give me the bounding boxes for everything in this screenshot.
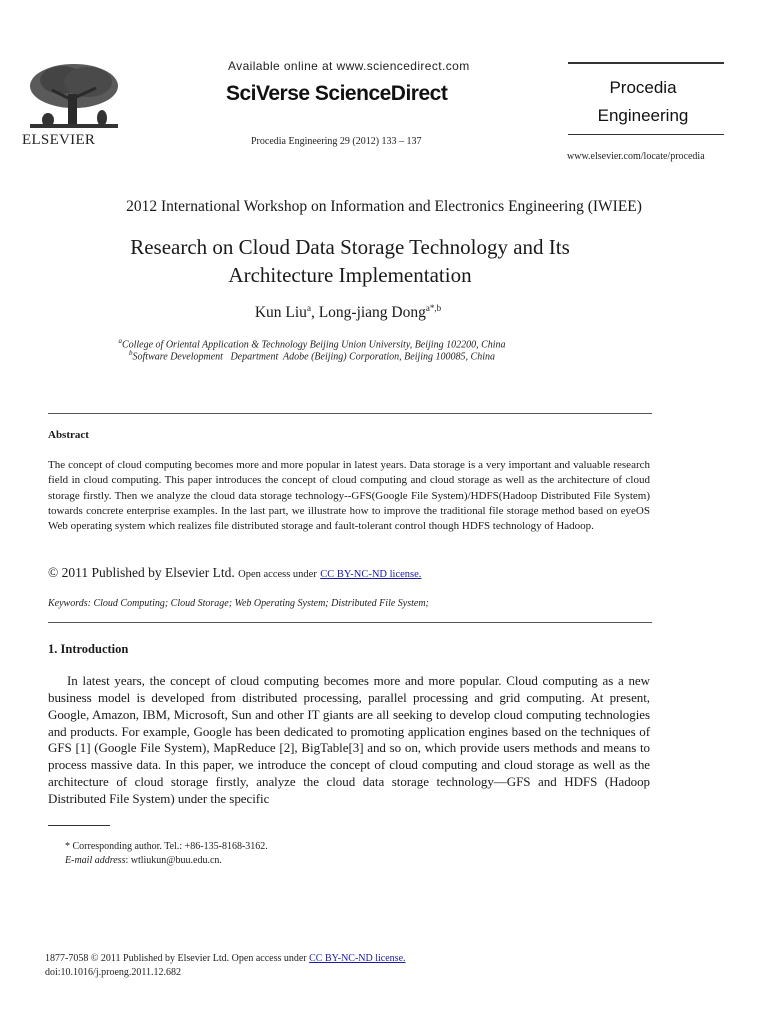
platform-logo-text: SciVerse ScienceDirect [226, 82, 448, 105]
publication-notice [48, 565, 421, 581]
affiliation-mark: a [118, 337, 122, 345]
journal-name-line2: Engineering [597, 106, 689, 125]
abstract-heading: Abstract [48, 429, 89, 441]
footnote-rule [48, 825, 110, 826]
affiliation-text: Software Development Department Adobe (Beijing) Corporation, Beijing 100085, China [132, 351, 495, 363]
footer-license-link[interactable]: CC BY-NC-ND license. [309, 953, 406, 964]
email-label: E-mail address [65, 855, 126, 866]
elsevier-tree-icon [22, 60, 126, 134]
section-heading-introduction: 1. Introduction [48, 642, 129, 656]
journal-box-bottom-rule [568, 134, 724, 135]
paper-title-line2: Architecture Implementation [228, 263, 472, 287]
keywords: Keywords: Cloud Computing; Cloud Storage; Web Operating System; Distributed File System; [48, 598, 429, 609]
available-online-text: Available online at www.sciencedirect.com [228, 59, 470, 73]
doi: doi:10.1016/j.proeng.2011.12.682 [45, 967, 182, 978]
corresponding-author-note: * Corresponding author. Tel.: +86-135-8168-3162. [65, 841, 268, 852]
issn-text: 1877-7058 © 2011 Published by Elsevier Ltd. Open access under [45, 953, 310, 964]
paper-title-line1: Research on Cloud Data Storage Technology and Its [130, 235, 570, 259]
open-access-text: Open access under [238, 569, 317, 580]
copyright-text: © 2011 Published by Elsevier Ltd. [48, 565, 235, 580]
affiliation-mark: b [129, 349, 133, 357]
publisher-name: ELSEVIER [22, 132, 96, 148]
affiliation-text: College of Oriental Application & Technology Beijing Union University, Beijing 102200, China [121, 339, 506, 351]
journal-box-top-rule [568, 62, 724, 64]
abstract-bottom-rule [48, 622, 652, 623]
abstract-body: The concept of cloud computing becomes more and more popular in latest years. Data storage is a very important and valuable research field in cloud computing. This paper introduces the concept of cloud computing and cloud storage as well as the architecture of cloud storage firstly. Then we analyze the cloud data storage technology--GFS(Google File System)/HDFS(Hadoop Distributed File System) towards concrete enterprise examples. In the last part, we illustrate how to improve the traditional file storage method based on eyeOS Web operating system which realizes file distributed storage and fault-tolerant control though HDFS technology of Hadoop. [48, 459, 650, 533]
journal-name-line1: Procedia [609, 78, 677, 97]
author-affiliation-mark: a*,b [425, 303, 442, 313]
email-address[interactable]: : wtliukun@buu.edu.cn. [125, 855, 222, 866]
affiliation-b [0, 349, 624, 362]
paper-title [0, 233, 700, 289]
author-name: Long-jiang Dong [318, 304, 426, 322]
issn-copyright-line [45, 953, 406, 964]
author-separator: , [310, 304, 319, 322]
abstract-top-rule [48, 413, 652, 414]
journal-reference: Procedia Engineering 29 (2012) 133 – 137 [251, 136, 422, 147]
conference-name: 2012 International Workshop on Information and Electronics Engineering (IWIEE) [126, 198, 642, 215]
author-affiliation-mark: a [306, 303, 311, 313]
email-note [65, 855, 222, 866]
license-link[interactable]: CC BY-NC-ND license. [320, 569, 422, 580]
journal-url[interactable]: www.elsevier.com/locate/procedia [567, 151, 705, 162]
introduction-body: In latest years, the concept of cloud computing becomes more and more popular. Cloud computing as a new business model is developed from distributed processing, parallel processing and grid computing. At present, Google, Amazon, IBM, Microsoft, Sun and other IT giants are all seeking to develop cloud computing technologies and products. For example, Google has been dedicated to promoting application engines based on the techniques of GFS [1] (Google File System), MapReduce [2], BigTable[3] and so on, which provide users methods and means to process massive data. In this paper, we introduce the concept of cloud computing and cloud storage as well as the architecture of cloud storage firstly, analyze the cloud data storage technology—GFS and HDFS (Hadoop Distributed File System) under the specific [48, 673, 650, 806]
author-name: Kun Liu [254, 304, 307, 322]
author-list [0, 303, 696, 322]
